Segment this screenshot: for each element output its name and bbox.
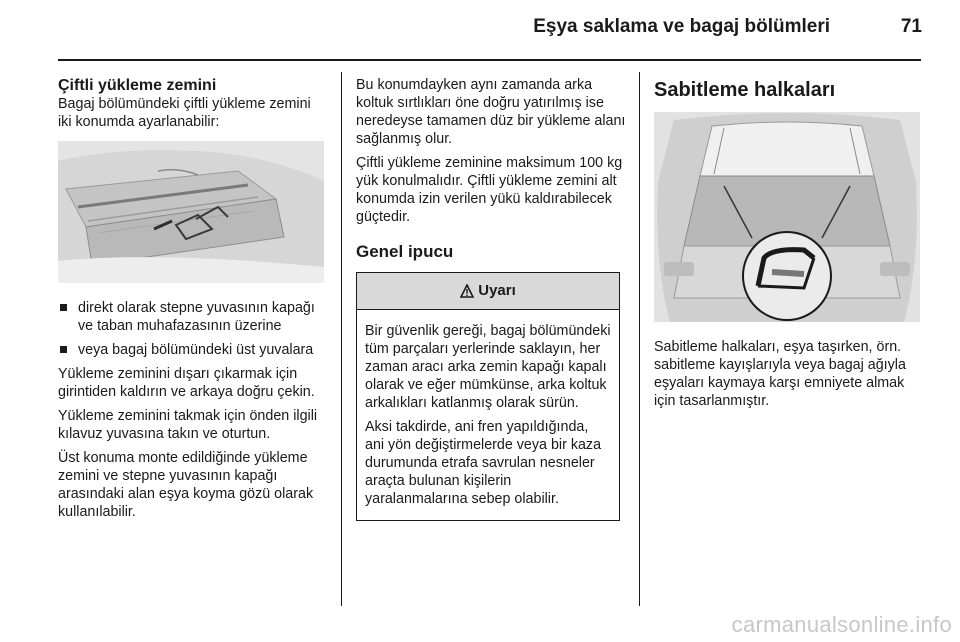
paragraph-flat-load-area: Bu konumdayken aynı zamanda arka koltuk sırtlıkları öne doğru yatırılmış ise neredeyse tamamen düz bir yükleme alanı sağlanmış olur. (356, 77, 626, 147)
paragraph-remove-floor: Yükleme zeminini dışarı çıkarmak için girintiden kaldırın ve arkaya doğru çekin. (58, 366, 315, 400)
warning-triangle-icon (460, 284, 474, 298)
column-divider-1 (341, 72, 342, 606)
warning-paragraph-1: Bir güvenlik gereği, bagaj bölümündeki tüm parçaları yerlerinde saklayın, her zaman aracı arka zemin kapağı kapalı olarak ve eğer mümkünse, arka koltuk arkalıkları katlanmış olarak sürün. (365, 323, 611, 411)
section-heading-double-floor: Çiftli yükleme zemini (58, 77, 217, 94)
warning-header (357, 273, 619, 310)
bullet-item: direkt olarak stepne yuvasının kapağı ve taban muhafazasının üzerine (58, 299, 328, 335)
column-1 (58, 76, 328, 527)
warning-body (357, 310, 619, 520)
warning-paragraph-2: Aksi takdirde, ani fren yapıldığında, ani yön değiştirmelerde veya bir kaza durumunda etrafa savrulan nesneler araçta bulunan kişilerin yaralanmalarına sebep olabilir. (365, 419, 602, 507)
paragraph-install-floor: Yükleme zeminini takmak için önden ilgili kılavuz yuvasına takın ve oturtun. (58, 408, 318, 442)
paragraph-max-load: Çiftli yükleme zeminine maksimum 100 kg yük konulmalıdır. Çiftli yükleme zemini alt konumda izin verilen yükü kaldırabilecek güçtedir. (356, 155, 623, 225)
warning-box (356, 272, 620, 521)
bullet-square-icon (60, 346, 67, 353)
page-number: 71 (900, 16, 922, 37)
warning-title: Uyarı (478, 282, 516, 299)
bullet-item: veya bagaj bölümündeki üst yuvalara (58, 341, 328, 359)
page-header-title: Eşya saklama ve bagaj bölümleri (533, 16, 830, 37)
column-3 (654, 76, 922, 416)
lashing-eyes-illustration (654, 112, 920, 322)
bullet-square-icon (60, 304, 67, 311)
column-2 (356, 76, 626, 521)
section-heading-lashing-eyes: Sabitleme halkaları (654, 79, 836, 101)
intro-text: Bagaj bölümündeki çiftli yükleme zemini iki konumda ayarlanabilir: (58, 96, 311, 130)
watermark-text: carmanualsonline.info (731, 612, 952, 637)
column-divider-2 (639, 72, 640, 606)
paragraph-upper-position: Üst konuma monte edildiğinde yükleme zemini ve stepne yuvasının kapağı arasındaki alan eşya koyma gözü olarak kullanılabilir. (58, 450, 314, 520)
section-heading-general-tip: Genel ipucu (356, 242, 454, 261)
paragraph-lashing-eyes: Sabitleme halkaları, eşya taşırken, örn. sabitleme kayışlarıyla veya bagaj ağıyla eşyaları kaymaya karşı emniyete almak için tasarlanmıştır. (654, 339, 906, 409)
cargo-floor-illustration (58, 141, 324, 283)
header-rule (58, 59, 921, 61)
